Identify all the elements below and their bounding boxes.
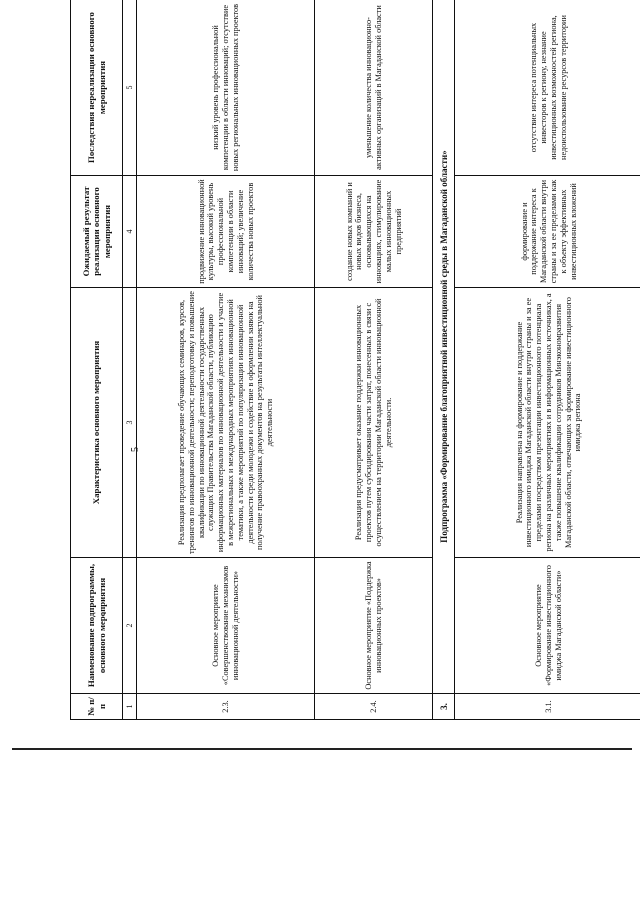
- row-name: Основное мероприятие «Поддержка инновационных проектов»: [315, 558, 433, 694]
- table-row: [455, 0, 640, 720]
- row-number: 2.3.: [137, 694, 315, 720]
- column-number: 5: [123, 0, 137, 176]
- column-number: 2: [123, 558, 137, 694]
- row-description: Реализация предполагает проведение обучающих семинаров, курсов, тренингов по инновационной деятельности; переподготовку и повышение квалификации по инновационной деятельности государственных служащих Правительства Магаданской области, публикацию информационных материалов по инновационной деятельности и участие в межрегиональных и международных мероприятиях инновационной тематики, а также мероприятий по популяризации инновационной деятельности среди молодежи и содействие в оформлении заявок на получение правоохранных документов на результаты интеллектуальной деятельности: [137, 288, 315, 558]
- row-description: Реализация направлена на формирование и поддержание инвестиционного имиджа Магаданской области внутри страны и за ее пределами посредством презентации инвестиционного потенциала региона на различных мероприятиях и в информационных источниках, а также повышение квалификации сотрудников Минэкономразвития Магаданской области, отвечающих за формирование инвестиционного имиджа региона: [455, 288, 640, 558]
- page-divider-line: [12, 748, 632, 750]
- row-consequence: низкий уровень профессиональной компетенции в области инноваций; отсутствие новых региональных инновационных проектов: [137, 0, 315, 176]
- page-number: 5: [130, 447, 141, 452]
- column-number: 1: [123, 694, 137, 720]
- row-result: создание новых компаний и новых видов бизнеса, основывающихся на инновациях, стимулирование малых инновационных предприятий: [315, 176, 433, 288]
- row-number: 2.4.: [315, 694, 433, 720]
- rotated-table-container: [70, 0, 640, 720]
- row-number: 3.1.: [455, 694, 640, 720]
- header-consequence: Последствия нереализации основного мероприятия: [71, 0, 123, 176]
- header-number: № п/п: [71, 694, 123, 720]
- header-description: Характеристика основного мероприятия: [71, 288, 123, 558]
- row-result: продвижение инновационной культуры, высокий уровень профессиональной компетенции в области инноваций; увеличение количества новых проектов: [137, 176, 315, 288]
- row-description: Реализация предусматривает оказание поддержки инновационных проектов путем субсидирования части затрат, понесенных в связи с осуществлением на территории Магаданской области инновационной деятельности.: [315, 288, 433, 558]
- subprogram-title: Подпрограмма «Формирование благоприятной инвестиционной среды в Магаданской области»: [433, 0, 455, 694]
- program-measures-table: [70, 0, 640, 720]
- row-name: Основное мероприятие «Формирование инвестиционного имиджа Магаданской области»: [455, 558, 640, 694]
- subprogram-row: [433, 0, 455, 720]
- column-number: 3: [123, 288, 137, 558]
- subprogram-number: 3.: [433, 694, 455, 720]
- table-header-row: [71, 0, 123, 720]
- column-number-row: [123, 0, 137, 720]
- header-result: Ожидаемый результат реализации основного мероприятия: [71, 176, 123, 288]
- header-name: Наименование подпрограммы, основного мероприятия: [71, 558, 123, 694]
- row-consequence: уменьшение количества инновационно-активных организаций в Магаданской области: [315, 0, 433, 176]
- table-row: [315, 0, 433, 720]
- table-row: [137, 0, 315, 720]
- row-name: Основное мероприятие «Совершенствование механизмов инновационной деятельности»: [137, 558, 315, 694]
- row-consequence: отсутствие интереса потенциальных инвесторов к региону, незнание инвестиционных возможностей региона, недоиспользование ресурсов территории: [455, 0, 640, 176]
- row-result: формирование и поддержание интереса к Магаданской области внутри страны и за ее пределами как к объекту эффективных инвестиционных вложений: [455, 176, 640, 288]
- column-number: 4: [123, 176, 137, 288]
